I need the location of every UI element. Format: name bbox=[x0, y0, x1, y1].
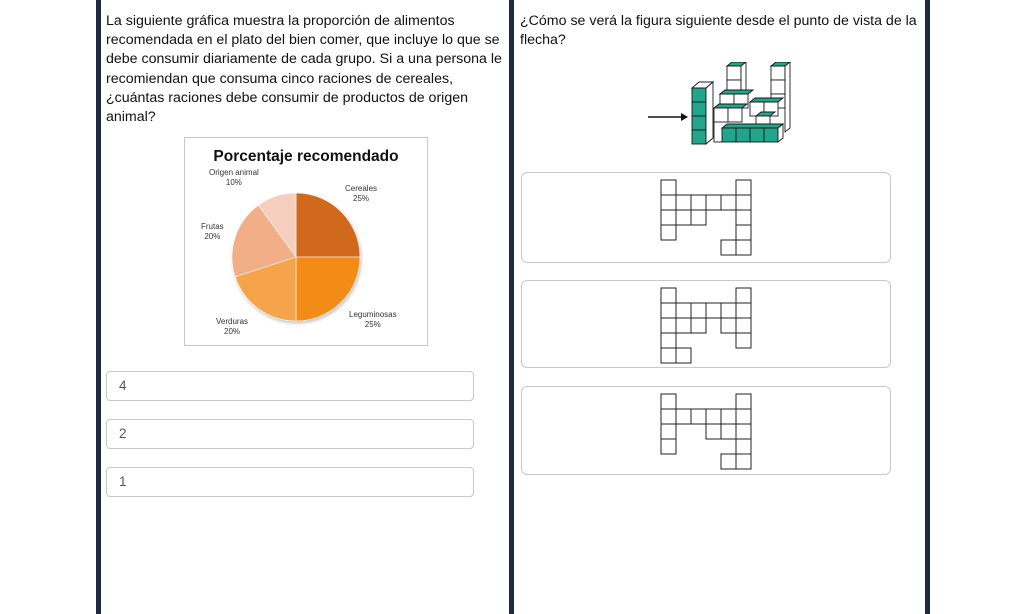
chart-title: Porcentaje recomendado bbox=[213, 148, 399, 165]
view-option-1[interactable] bbox=[521, 172, 891, 263]
label-verduras-name: Verduras bbox=[216, 317, 249, 326]
label-origen-animal-value: 10% bbox=[225, 178, 242, 187]
view-option-3-grid bbox=[660, 393, 760, 473]
right-border-rule bbox=[925, 0, 930, 614]
answer-option-1-label: 4 bbox=[119, 378, 127, 393]
label-frutas bbox=[201, 222, 224, 242]
label-cereales-name: Cereales bbox=[345, 184, 378, 193]
question-line-6: animal? bbox=[106, 109, 156, 126]
label-leguminosas bbox=[349, 310, 397, 330]
view-option-2-grid bbox=[660, 287, 760, 367]
label-origen-animal bbox=[209, 168, 259, 188]
view-option-1-grid bbox=[660, 179, 760, 259]
label-verduras bbox=[216, 317, 248, 337]
center-divider-rule bbox=[509, 0, 514, 614]
question-line-3: debe consumir diariamente de cada grupo. Si a una persona le bbox=[106, 51, 502, 68]
label-leguminosas-name: Leguminosas bbox=[349, 310, 397, 319]
label-leguminosas-value: 25% bbox=[364, 320, 381, 329]
question-line-5: ¿cuántas raciones debe consumir de productos de origen bbox=[106, 89, 468, 106]
right-question-text bbox=[520, 12, 920, 50]
right-question-line-1: ¿Cómo se verá la figura siguiente desde el punto de vista de la bbox=[520, 13, 917, 29]
label-origen-animal-name: Origen animal bbox=[209, 168, 259, 177]
label-cereales bbox=[345, 184, 377, 204]
answer-option-2-label: 2 bbox=[119, 426, 127, 441]
right-question-line-2: flecha? bbox=[520, 32, 566, 49]
question-line-2: recomendada en el plato del bien comer, que incluye lo que se bbox=[106, 32, 500, 49]
view-option-2[interactable] bbox=[521, 280, 891, 368]
question-line-1: La siguiente gráfica muestra la proporción de alimentos bbox=[106, 13, 455, 29]
answer-option-3-label: 1 bbox=[119, 474, 127, 489]
label-frutas-value: 20% bbox=[204, 232, 221, 241]
answer-option-2[interactable] bbox=[106, 419, 474, 449]
cube-figure-icon bbox=[690, 62, 794, 148]
question-line-4: recomiendan que consuma cinco raciones de cereales, bbox=[106, 70, 454, 87]
answer-option-3[interactable] bbox=[106, 467, 474, 497]
left-border-rule bbox=[96, 0, 101, 614]
label-verduras-value: 20% bbox=[224, 327, 241, 336]
label-cereales-value: 25% bbox=[353, 194, 370, 203]
left-question-text bbox=[106, 12, 504, 127]
view-option-3[interactable] bbox=[521, 386, 891, 475]
right-arrow-icon bbox=[648, 112, 688, 122]
pie-chart-frame bbox=[184, 137, 428, 346]
answer-option-1[interactable] bbox=[106, 371, 474, 401]
label-frutas-name: Frutas bbox=[201, 222, 224, 231]
